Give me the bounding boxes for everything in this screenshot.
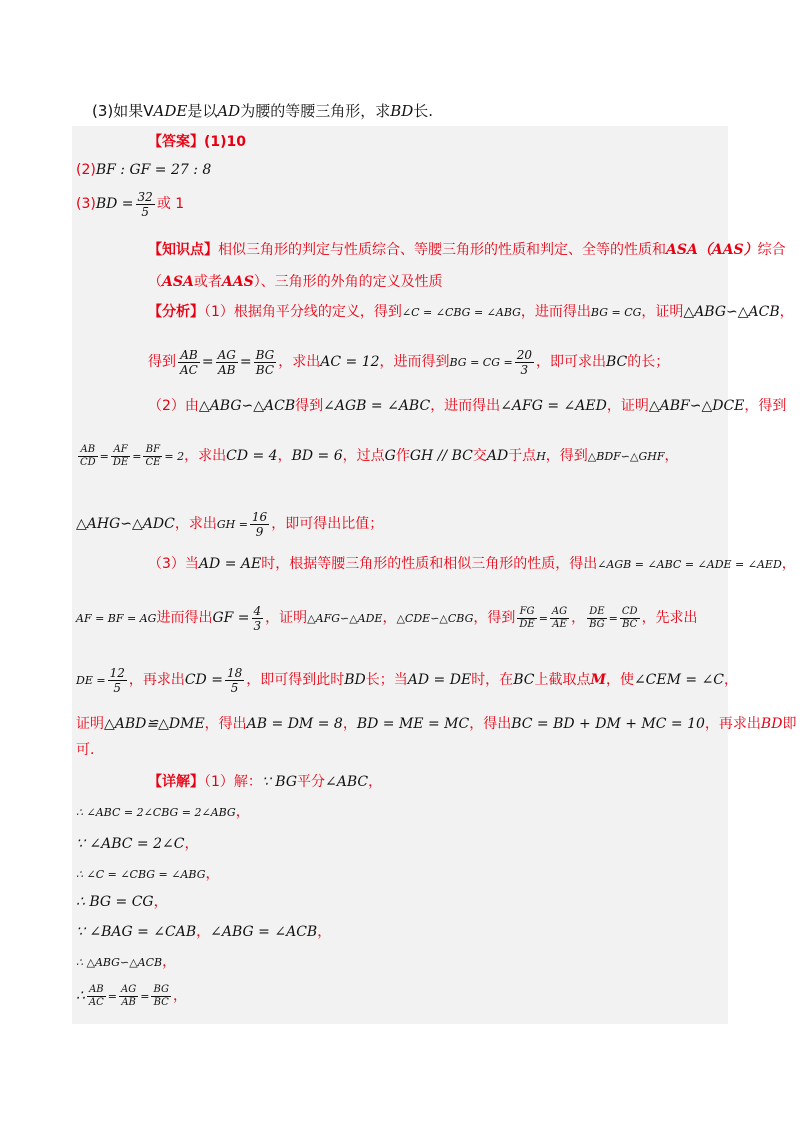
math-expr: ∵ BG xyxy=(261,774,298,790)
math-expr: AB = DM = 8 xyxy=(246,716,343,732)
analysis-text: 交 xyxy=(472,448,487,464)
math-fraction: $\frac{AG}{AE}$ xyxy=(551,605,568,630)
math-fraction: $\frac{12}{5}$ xyxy=(109,665,125,695)
math-expr: BC xyxy=(513,672,535,688)
detail-text: ， xyxy=(205,866,220,882)
analysis-text: 时，根据等腰三角形的性质和相似三角形的性质，得出 xyxy=(261,556,598,572)
math-fraction: $\frac{AF}{DE}$ xyxy=(112,443,129,468)
answer-part3-prefix: (3) xyxy=(76,196,96,212)
math-fraction: $\frac{4}{3}$ xyxy=(253,603,262,633)
analysis-line-6 xyxy=(148,554,796,575)
math-expr: AD = AE xyxy=(198,556,262,572)
analysis-text: ，求出 xyxy=(184,448,227,464)
analysis-text: ，求出 xyxy=(174,516,217,532)
q3-text2: 为腰的等腰三角形，求 xyxy=(240,102,391,120)
math-expr: ∴ △ABG∽△ACB xyxy=(76,956,163,969)
math-fraction: $\frac{AB}{CD}$ xyxy=(80,443,96,468)
math-fraction: $\frac{20}{3}$ xyxy=(516,347,532,377)
analysis-text: ， xyxy=(382,610,397,626)
math-expr: ∵ ∠ABC = 2∠C xyxy=(76,836,185,852)
math-fraction: $\frac{18}{5}$ xyxy=(226,665,243,695)
detail-text: ， xyxy=(317,924,332,940)
analysis-text: ，再求出 xyxy=(128,672,185,688)
detail-line-3 xyxy=(76,834,198,854)
answer-part3-tail: 或 1 xyxy=(156,196,185,212)
analysis-text: 的长； xyxy=(627,354,670,370)
math-expr: BG = CG xyxy=(590,306,642,319)
analysis-text: ， xyxy=(571,610,586,626)
answer-part3-fraction: $\frac{32}{5}$ xyxy=(137,189,153,219)
math-expr: AF = BF = AG xyxy=(76,612,157,625)
analysis-text: ，求出 xyxy=(278,354,321,370)
analysis-text: 于点 xyxy=(508,448,537,464)
answer-part3-lhs: BD = xyxy=(95,196,134,212)
math-expr: △ABG∽△ACB xyxy=(683,304,780,320)
math-expr: ∴ ∠ABC = 2∠CBG = 2∠ABG xyxy=(76,806,236,819)
detail-text: ， xyxy=(184,836,199,852)
math-expr: △ABG∽△ACB xyxy=(198,398,296,414)
analysis-line-1 xyxy=(148,302,794,323)
knowledge-line-2 xyxy=(148,272,443,292)
math-expr: CD = 4 xyxy=(226,448,278,464)
math-fraction: $\frac{DE}{BG}$ xyxy=(589,605,605,630)
analysis-line-10 xyxy=(76,740,94,760)
analysis-line-7: AF = BF = AG进而得出GF = $\frac{4}{3}$ ，证明△AFG∽△ADE，△CDE∽△CBG，得到 $\frac{FG}{DE}$ = $\frac{AG}{AE}$ ， $\frac{DE}{BG}$ = $\frac{CD}{BC}$ ，先求出 xyxy=(76,603,698,633)
analysis-text: ，再求出 xyxy=(704,716,761,732)
math-expr: △ABF∽△DCE xyxy=(648,398,745,414)
math-fraction: $\frac{BG}{BC}$ xyxy=(255,347,275,377)
math-expr: ∴ BG = CG xyxy=(76,894,154,910)
solution-box xyxy=(72,126,797,1024)
analysis-text: ，得出 xyxy=(469,716,512,732)
math-expr: △AHG∽△ADC xyxy=(76,516,175,532)
answer-line-3 xyxy=(76,188,184,220)
analysis-text: （1）根据角平分线的定义，得到 xyxy=(204,304,402,320)
math-expr: H xyxy=(536,450,546,463)
analysis-text: 得到 xyxy=(295,398,324,414)
math-expr: ∠AGB = ∠ABC xyxy=(323,398,431,414)
answer-part1: (1)10 xyxy=(204,134,247,150)
math-expr: GH // BC xyxy=(409,448,473,464)
knowledge-or: 或者 xyxy=(193,274,222,290)
math-expr: BD xyxy=(760,716,783,732)
detail-line-2 xyxy=(76,802,250,823)
math-expr: G xyxy=(384,448,396,464)
detail-label: 【详解】 xyxy=(148,774,204,790)
detail-line-5 xyxy=(76,892,168,912)
math-expr: AC = 12 xyxy=(320,354,380,370)
math-expr: AD = DE xyxy=(407,672,472,688)
analysis-text: ，先求出 xyxy=(641,610,698,626)
analysis-text: ，进而得出 xyxy=(520,304,591,320)
analysis-text: ，进而得到 xyxy=(379,354,450,370)
math-expr: BD xyxy=(344,672,366,688)
analysis-line-8 xyxy=(76,660,738,701)
detail-text: ， xyxy=(153,894,168,910)
analysis-text: ，过点 xyxy=(342,448,385,464)
analysis-text: ， xyxy=(779,304,794,320)
analysis-text: 可. xyxy=(76,742,95,758)
analysis-line-9 xyxy=(76,714,796,734)
math-expr: CD = xyxy=(184,672,223,688)
analysis-text: 证明 xyxy=(76,716,104,732)
detail-line-8: ∴ $\frac{AB}{AC}$ = $\frac{AG}{AB}$ = $\frac{BG}{BC}$ ， xyxy=(76,983,187,1008)
knowledge-aas2: AAS xyxy=(221,274,254,290)
math-expr: BG = CG = xyxy=(449,356,513,369)
math-fraction: $\frac{BF}{CE}$ xyxy=(145,443,161,468)
detail-text: ， xyxy=(368,774,383,790)
answer-line-1 xyxy=(148,132,246,152)
analysis-text: ，得到 xyxy=(545,448,588,464)
math-expr: ∠AGB = ∠ABC = ∠ADE = ∠AED xyxy=(597,558,782,571)
analysis-text: ， xyxy=(664,448,679,464)
knowledge-asa2: ASA xyxy=(162,274,194,290)
math-expr: GF = xyxy=(212,610,250,626)
analysis-text: 即 xyxy=(782,716,797,732)
analysis-text: 进而得出 xyxy=(156,610,213,626)
math-fraction: $\frac{AB}{AC}$ xyxy=(88,983,104,1008)
analysis-text: （2）由 xyxy=(148,398,199,414)
analysis-text: 上截取点 xyxy=(534,672,591,688)
detail-line-7 xyxy=(76,952,176,973)
analysis-text: ，得到 xyxy=(744,398,787,414)
math-expr: GH = xyxy=(216,518,248,531)
math-fraction: $\frac{AB}{AC}$ xyxy=(180,347,198,377)
math-fraction: $\frac{AG}{AB}$ xyxy=(217,347,236,377)
analysis-text: ， xyxy=(342,716,357,732)
knowledge-text2: 综合 xyxy=(757,242,786,258)
math-fraction: $\frac{CD}{BC}$ xyxy=(621,605,638,630)
detail-text: ， xyxy=(172,988,187,1004)
knowledge-label: 【知识点】 xyxy=(148,242,218,258)
analysis-text: ， xyxy=(277,448,292,464)
math-expr: AD xyxy=(486,448,509,464)
math-expr: △AFG∽△ADE xyxy=(307,612,383,625)
math-expr: BD = ME = MC xyxy=(356,716,470,732)
detail-text: （1）解： xyxy=(204,774,262,790)
detail-text: 平分 xyxy=(297,774,326,790)
analysis-text: ，得出 xyxy=(204,716,247,732)
knowledge-text3: ）、三角形的外角的定义及性质 xyxy=(253,274,443,290)
analysis-text: 作 xyxy=(395,448,410,464)
analysis-text: （3）当 xyxy=(148,556,199,572)
math-expr: ∠AFG = ∠AED xyxy=(500,398,607,414)
math-expr: ∴ ∠C = ∠CBG = ∠ABG xyxy=(76,868,206,881)
detail-line-4 xyxy=(76,864,220,885)
math-expr: ∠C = ∠CBG = ∠ABG xyxy=(401,306,521,319)
math-expr: = 2 xyxy=(164,450,185,463)
analysis-label: 【分析】 xyxy=(148,304,204,320)
analysis-text: ，使 xyxy=(605,672,634,688)
detail-text: ， xyxy=(162,954,177,970)
q3-segment-ad: AD xyxy=(217,102,241,120)
math-expr: △CDE∽△CBG xyxy=(396,612,474,625)
q3-segment-bd: BD xyxy=(390,102,414,120)
analysis-line-3 xyxy=(148,396,786,416)
analysis-text: 得到 xyxy=(148,354,176,370)
analysis-text: ，得到 xyxy=(473,610,516,626)
q3-triangle: ADE xyxy=(153,102,188,120)
analysis-line-4: $\frac{AB}{CD}$ = $\frac{AF}{DE}$ = $\frac{BF}{CE}$ = 2，求出CD = 4，BD = 6，过点G作GH // BC交AD于点H，得到△BDF∽△GHF， xyxy=(80,443,679,468)
math-fraction: $\frac{16}{9}$ xyxy=(251,509,268,539)
math-expr: ∠ABC xyxy=(325,774,369,790)
knowledge-paren: （ xyxy=(148,274,162,290)
math-fraction: $\frac{FG}{DE}$ xyxy=(519,605,535,630)
knowledge-text1: 相似三角形的判定与性质综合、等腰三角形的性质和判定、全等的性质和 xyxy=(218,242,666,258)
analysis-line-2: 得到 $\frac{AB}{AC}$ = $\frac{AG}{AB}$ = $\frac{BG}{BC}$ ，求出AC = 12，进而得到BG = CG = $\frac{20}{3}$ ，即可求出BC的长； xyxy=(148,347,670,377)
math-expr: BC = BD + DM + MC = 10 xyxy=(511,716,705,732)
math-expr: DE = xyxy=(76,674,106,687)
math-expr: BD = 6 xyxy=(291,448,343,464)
analysis-text: ，即可得出比值； xyxy=(271,516,384,532)
analysis-text: ， xyxy=(724,672,739,688)
analysis-text: ，证明 xyxy=(265,610,308,626)
math-fraction: $\frac{BG}{BC}$ xyxy=(153,983,169,1008)
analysis-text: 时，在 xyxy=(471,672,514,688)
knowledge-asa1: ASA（AAS） xyxy=(666,242,758,258)
math-expr: △ABD≌△DME xyxy=(104,716,205,732)
math-expr: BC xyxy=(606,354,628,370)
analysis-text: ，证明 xyxy=(606,398,649,414)
detail-text: ， xyxy=(235,804,250,820)
q3-end: 长. xyxy=(413,102,434,120)
answer-part2-expr: BF : GF = 27 : 8 xyxy=(95,162,212,178)
q3-text: 是以 xyxy=(187,102,218,120)
analysis-text: ， xyxy=(781,556,796,572)
question-3 xyxy=(92,100,433,122)
q3-prefix: (3)如果V xyxy=(92,102,154,120)
detail-line-1 xyxy=(148,772,382,792)
math-fraction: $\frac{AG}{AB}$ xyxy=(121,983,137,1008)
math-expr: △BDF∽△GHF xyxy=(587,450,665,463)
detail-line-6 xyxy=(76,922,331,942)
math-expr: ∠ABG = ∠ACB xyxy=(210,924,318,940)
math-expr: M xyxy=(590,672,606,688)
math-expr: ∴ xyxy=(76,988,85,1004)
math-expr: ∵ ∠BAG = ∠CAB xyxy=(76,924,197,940)
analysis-text: ，证明 xyxy=(641,304,684,320)
answer-line-2 xyxy=(76,160,211,180)
answer-part2-prefix: (2) xyxy=(76,162,96,178)
analysis-text: 长；当 xyxy=(365,672,408,688)
analysis-text: ，进而得出 xyxy=(430,398,501,414)
knowledge-line-1 xyxy=(148,240,786,260)
analysis-line-5 xyxy=(76,506,383,543)
detail-text: ， xyxy=(196,924,211,940)
answer-label: 【答案】 xyxy=(148,134,204,150)
analysis-text: ，即可得到此时 xyxy=(246,672,345,688)
analysis-text: ，即可求出 xyxy=(536,354,606,370)
math-expr: ∠CEM = ∠C xyxy=(633,672,725,688)
